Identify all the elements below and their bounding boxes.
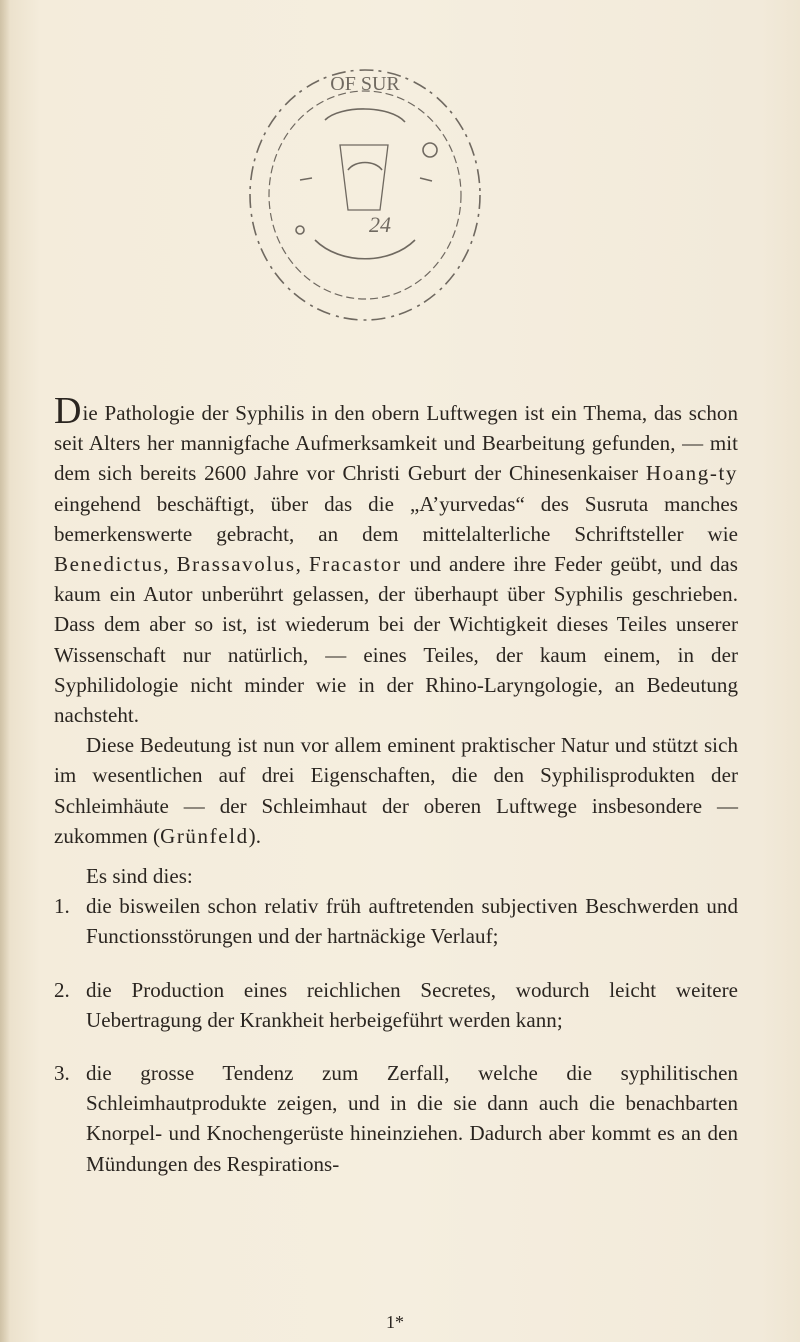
paragraph-1-part-1: ie Pathologie der Syphilis in den obern Luftwegen ist ein Thema, das schon seit Alters her mannigfache Aufmerksamkeit und Bearbeitung gefunden, — mit dem sich bereits 2600 Jahre vor Christi Geburt der Chinesenkaiser bbox=[54, 401, 738, 486]
main-text bbox=[54, 390, 738, 1179]
list-item bbox=[54, 1058, 738, 1179]
paragraph-1-part-5: und andere ihre Feder geübt, und das kaum ein Autor unberührt gelassen, der überhaupt über Syphilis geschrieben. Dass dem aber so ist, ist wiederum bei der Wichtigkeit dieses Teiles unserer Wissenschaft nur natürlich, — eines Teiles, der kaum einem, in der Syphilidologie nicht minder wie in der Rhino-Laryngologie, an Bedeutung nachsteht. bbox=[54, 552, 738, 728]
enumerated-list bbox=[54, 891, 738, 1179]
paragraph-2 bbox=[54, 730, 738, 851]
name-hoang-ty: Hoang-ty bbox=[645, 461, 738, 486]
name-gruenfeld: Grünfeld bbox=[160, 823, 249, 848]
drop-cap: D bbox=[54, 390, 82, 432]
signature-mark: 1* bbox=[386, 1312, 404, 1332]
list-item-text: die bisweilen schon relativ früh auftretenden subjectiven Beschwerden und Functionsstörungen und der hartnäckige Verlauf; bbox=[86, 894, 738, 949]
list-item-number: 2. bbox=[54, 977, 70, 1002]
list-item-text: die Production eines reichlichen Secretes, wodurch leicht weitere Uebertragung der Krankheit herbeigeführt werden kann; bbox=[86, 977, 738, 1032]
list-item-number: 1. bbox=[54, 894, 70, 919]
library-seal-icon bbox=[230, 50, 500, 340]
stamp-text-top: OF SUR bbox=[330, 73, 400, 95]
paragraph-2-part-1: Diese Bedeutung ist nun vor allem eminent praktischer Natur und stützt sich im wesentlichen auf drei Eigenschaften, die den Syphilisprodukten der Schleimhäute — der Schleimhaut der oberen Luftwege insbesondere — zukommen ( bbox=[54, 733, 738, 848]
list-intro: Es sind dies: bbox=[86, 864, 193, 889]
paragraph-2-part-2: ). bbox=[248, 823, 262, 848]
stamp-text-bottom: 24 bbox=[369, 212, 391, 237]
paragraph-1-part-4: , bbox=[295, 552, 309, 577]
paragraph-1-part-3: , bbox=[163, 552, 177, 577]
paragraph-1 bbox=[54, 390, 738, 730]
list-item-number: 3. bbox=[54, 1061, 70, 1086]
list-item-text: die grosse Tendenz zum Zerfall, welche die syphilitischen Schleimhautprodukte zeigen, und in die sie dann auch die benachbarten Knorpel- und Knochengerüste hineinziehen. Dadurch aber kommt es an den Mündungen des Respirations- bbox=[86, 1061, 738, 1176]
page-binding-edge bbox=[0, 0, 10, 1342]
name-fracastor: Fracastor bbox=[308, 552, 402, 577]
list-item bbox=[54, 891, 738, 951]
name-benedictus: Benedictus bbox=[54, 552, 164, 577]
name-brassavolus: Brassavolus bbox=[176, 552, 296, 577]
paragraph-1-part-2: eingehend beschäftigt, über das die „A’yurvedas“ des Susruta manches bemerkenswerte gebracht, an dem mittelalterliche Schriftsteller wie bbox=[54, 491, 738, 546]
list-item bbox=[54, 975, 738, 1035]
